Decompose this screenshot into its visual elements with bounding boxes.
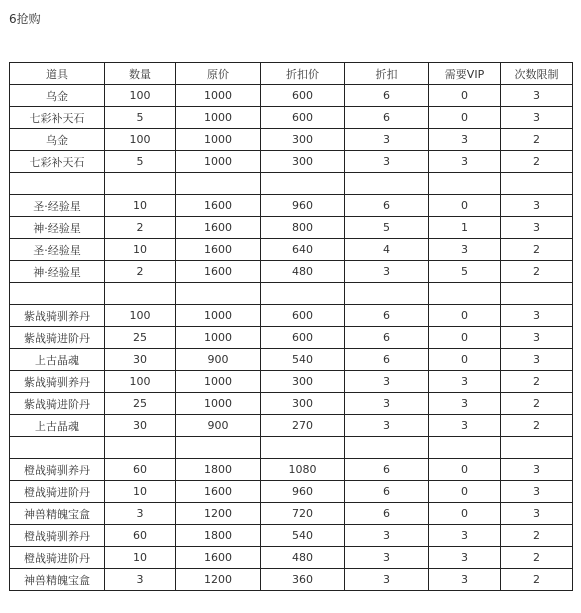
cell-required-vip: 3 [429, 129, 501, 151]
table-row [10, 503, 573, 525]
cell-original-price: 1800 [176, 525, 261, 547]
cell-discount-price: 300 [261, 393, 345, 415]
cell-discount: 6 [345, 305, 429, 327]
cell-discount-price: 360 [261, 569, 345, 591]
cell-original-price: 1600 [176, 547, 261, 569]
cell-purchase-limit: 2 [501, 415, 573, 437]
cell-discount: 6 [345, 195, 429, 217]
cell-original-price [176, 437, 261, 459]
cell-quantity: 5 [105, 151, 176, 173]
cell-required-vip: 0 [429, 349, 501, 371]
cell-item: 紫战骑进阶丹 [10, 327, 105, 349]
table-spacer-row [10, 173, 573, 195]
table-row [10, 239, 573, 261]
cell-discount: 6 [345, 503, 429, 525]
cell-discount: 6 [345, 349, 429, 371]
cell-purchase-limit: 2 [501, 261, 573, 283]
cell-discount-price: 640 [261, 239, 345, 261]
table-spacer-row [10, 437, 573, 459]
cell-discount-price: 540 [261, 525, 345, 547]
table-row [10, 195, 573, 217]
cell-original-price: 1800 [176, 459, 261, 481]
cell-discount: 4 [345, 239, 429, 261]
cell-discount-price: 270 [261, 415, 345, 437]
cell-required-vip: 1 [429, 217, 501, 239]
header-discount-price: 折扣价 [261, 63, 345, 85]
cell-quantity: 100 [105, 371, 176, 393]
cell-original-price: 1000 [176, 85, 261, 107]
cell-discount: 3 [345, 393, 429, 415]
cell-discount-price: 300 [261, 151, 345, 173]
cell-quantity: 2 [105, 217, 176, 239]
table-row [10, 481, 573, 503]
cell-original-price [176, 173, 261, 195]
cell-required-vip: 3 [429, 371, 501, 393]
cell-discount: 3 [345, 151, 429, 173]
cell-original-price: 1600 [176, 261, 261, 283]
cell-required-vip: 0 [429, 459, 501, 481]
cell-required-vip: 3 [429, 525, 501, 547]
cell-discount: 3 [345, 371, 429, 393]
cell-required-vip: 3 [429, 239, 501, 261]
cell-original-price: 1000 [176, 327, 261, 349]
cell-discount [345, 437, 429, 459]
table-row [10, 85, 573, 107]
cell-purchase-limit: 3 [501, 107, 573, 129]
cell-required-vip: 5 [429, 261, 501, 283]
cell-item: 神·经验星 [10, 261, 105, 283]
cell-item [10, 283, 105, 305]
table-row [10, 349, 573, 371]
cell-required-vip: 0 [429, 305, 501, 327]
cell-item: 圣·经验星 [10, 195, 105, 217]
cell-discount-price [261, 437, 345, 459]
cell-discount-price: 800 [261, 217, 345, 239]
cell-purchase-limit: 3 [501, 459, 573, 481]
table-row [10, 327, 573, 349]
cell-required-vip: 0 [429, 85, 501, 107]
cell-purchase-limit: 3 [501, 481, 573, 503]
table-body [10, 85, 573, 591]
cell-item: 乌金 [10, 85, 105, 107]
cell-purchase-limit: 2 [501, 239, 573, 261]
cell-required-vip [429, 173, 501, 195]
cell-discount-price: 600 [261, 85, 345, 107]
table-row [10, 129, 573, 151]
cell-quantity: 30 [105, 349, 176, 371]
cell-item: 紫战骑驯养丹 [10, 371, 105, 393]
cell-purchase-limit: 3 [501, 503, 573, 525]
cell-original-price: 1000 [176, 107, 261, 129]
cell-required-vip: 0 [429, 327, 501, 349]
cell-item: 橙战骑进阶丹 [10, 547, 105, 569]
purchase-table-container [9, 62, 572, 591]
cell-required-vip: 0 [429, 481, 501, 503]
cell-discount: 5 [345, 217, 429, 239]
cell-quantity [105, 437, 176, 459]
cell-discount-price: 960 [261, 481, 345, 503]
cell-discount-price: 600 [261, 305, 345, 327]
table-row [10, 415, 573, 437]
cell-discount [345, 283, 429, 305]
cell-required-vip: 3 [429, 569, 501, 591]
cell-original-price [176, 283, 261, 305]
cell-purchase-limit: 3 [501, 195, 573, 217]
cell-item: 七彩补天石 [10, 107, 105, 129]
cell-discount: 3 [345, 547, 429, 569]
cell-purchase-limit: 3 [501, 327, 573, 349]
cell-required-vip: 3 [429, 151, 501, 173]
cell-item: 橙战骑进阶丹 [10, 481, 105, 503]
cell-purchase-limit: 2 [501, 569, 573, 591]
cell-discount: 3 [345, 261, 429, 283]
header-original-price: 原价 [176, 63, 261, 85]
cell-original-price: 1000 [176, 129, 261, 151]
page-title: 6抢购 [9, 12, 41, 26]
cell-purchase-limit: 3 [501, 217, 573, 239]
cell-required-vip: 3 [429, 393, 501, 415]
cell-discount: 6 [345, 459, 429, 481]
header-quantity: 数量 [105, 63, 176, 85]
cell-discount: 6 [345, 481, 429, 503]
cell-quantity [105, 283, 176, 305]
cell-original-price: 1200 [176, 569, 261, 591]
cell-quantity: 100 [105, 305, 176, 327]
cell-discount-price: 300 [261, 371, 345, 393]
cell-item [10, 437, 105, 459]
cell-original-price: 900 [176, 415, 261, 437]
cell-original-price: 900 [176, 349, 261, 371]
table-row [10, 151, 573, 173]
cell-original-price: 1200 [176, 503, 261, 525]
cell-discount-price: 600 [261, 327, 345, 349]
table-row [10, 107, 573, 129]
table-row [10, 547, 573, 569]
cell-discount-price: 600 [261, 107, 345, 129]
cell-discount-price [261, 283, 345, 305]
cell-purchase-limit: 2 [501, 129, 573, 151]
cell-quantity: 10 [105, 195, 176, 217]
cell-discount: 3 [345, 415, 429, 437]
cell-discount: 3 [345, 525, 429, 547]
cell-required-vip: 3 [429, 547, 501, 569]
table-row [10, 261, 573, 283]
table-row [10, 217, 573, 239]
cell-original-price: 1000 [176, 305, 261, 327]
cell-original-price: 1600 [176, 217, 261, 239]
cell-discount: 6 [345, 107, 429, 129]
header-discount: 折扣 [345, 63, 429, 85]
cell-purchase-limit: 2 [501, 393, 573, 415]
cell-discount: 3 [345, 129, 429, 151]
cell-original-price: 1600 [176, 239, 261, 261]
purchase-table [9, 62, 573, 591]
cell-quantity: 10 [105, 481, 176, 503]
header-item: 道具 [10, 63, 105, 85]
table-row [10, 393, 573, 415]
cell-required-vip [429, 283, 501, 305]
cell-purchase-limit [501, 173, 573, 195]
cell-discount-price: 480 [261, 261, 345, 283]
cell-original-price: 1000 [176, 393, 261, 415]
cell-discount: 6 [345, 327, 429, 349]
cell-required-vip: 0 [429, 195, 501, 217]
cell-original-price: 1000 [176, 371, 261, 393]
cell-discount-price: 720 [261, 503, 345, 525]
cell-required-vip: 0 [429, 107, 501, 129]
cell-quantity: 5 [105, 107, 176, 129]
cell-discount: 3 [345, 569, 429, 591]
table-header-row [10, 63, 573, 85]
cell-item: 神兽精魄宝盒 [10, 503, 105, 525]
cell-purchase-limit: 2 [501, 525, 573, 547]
cell-item: 上古晶魂 [10, 349, 105, 371]
cell-item: 紫战骑驯养丹 [10, 305, 105, 327]
cell-item [10, 173, 105, 195]
cell-quantity: 100 [105, 129, 176, 151]
cell-quantity: 100 [105, 85, 176, 107]
header-purchase-limit: 次数限制 [501, 63, 573, 85]
cell-required-vip [429, 437, 501, 459]
cell-item: 紫战骑进阶丹 [10, 393, 105, 415]
cell-item: 橙战骑驯养丹 [10, 459, 105, 481]
cell-purchase-limit: 3 [501, 85, 573, 107]
cell-quantity: 25 [105, 327, 176, 349]
cell-original-price: 1000 [176, 151, 261, 173]
table-row [10, 459, 573, 481]
table-row [10, 525, 573, 547]
cell-required-vip: 0 [429, 503, 501, 525]
cell-discount: 6 [345, 85, 429, 107]
cell-purchase-limit: 2 [501, 371, 573, 393]
cell-required-vip: 3 [429, 415, 501, 437]
cell-quantity: 60 [105, 525, 176, 547]
cell-quantity: 60 [105, 459, 176, 481]
cell-discount-price: 300 [261, 129, 345, 151]
cell-discount-price: 960 [261, 195, 345, 217]
cell-quantity: 10 [105, 547, 176, 569]
cell-discount-price: 480 [261, 547, 345, 569]
cell-item: 神·经验星 [10, 217, 105, 239]
cell-purchase-limit: 2 [501, 547, 573, 569]
cell-quantity: 30 [105, 415, 176, 437]
cell-item: 圣·经验星 [10, 239, 105, 261]
cell-quantity: 25 [105, 393, 176, 415]
cell-discount-price: 1080 [261, 459, 345, 481]
cell-purchase-limit [501, 437, 573, 459]
cell-purchase-limit: 2 [501, 151, 573, 173]
cell-discount-price [261, 173, 345, 195]
table-spacer-row [10, 283, 573, 305]
cell-purchase-limit [501, 283, 573, 305]
cell-item: 橙战骑驯养丹 [10, 525, 105, 547]
table-row [10, 371, 573, 393]
cell-quantity: 3 [105, 503, 176, 525]
header-required-vip: 需要VIP [429, 63, 501, 85]
cell-discount [345, 173, 429, 195]
cell-quantity: 3 [105, 569, 176, 591]
cell-discount-price: 540 [261, 349, 345, 371]
cell-item: 上古晶魂 [10, 415, 105, 437]
cell-original-price: 1600 [176, 481, 261, 503]
cell-quantity: 2 [105, 261, 176, 283]
cell-quantity: 10 [105, 239, 176, 261]
cell-item: 神兽精魄宝盒 [10, 569, 105, 591]
table-row [10, 305, 573, 327]
cell-purchase-limit: 3 [501, 305, 573, 327]
cell-item: 七彩补天石 [10, 151, 105, 173]
cell-item: 乌金 [10, 129, 105, 151]
cell-purchase-limit: 3 [501, 349, 573, 371]
cell-original-price: 1600 [176, 195, 261, 217]
cell-quantity [105, 173, 176, 195]
table-row [10, 569, 573, 591]
